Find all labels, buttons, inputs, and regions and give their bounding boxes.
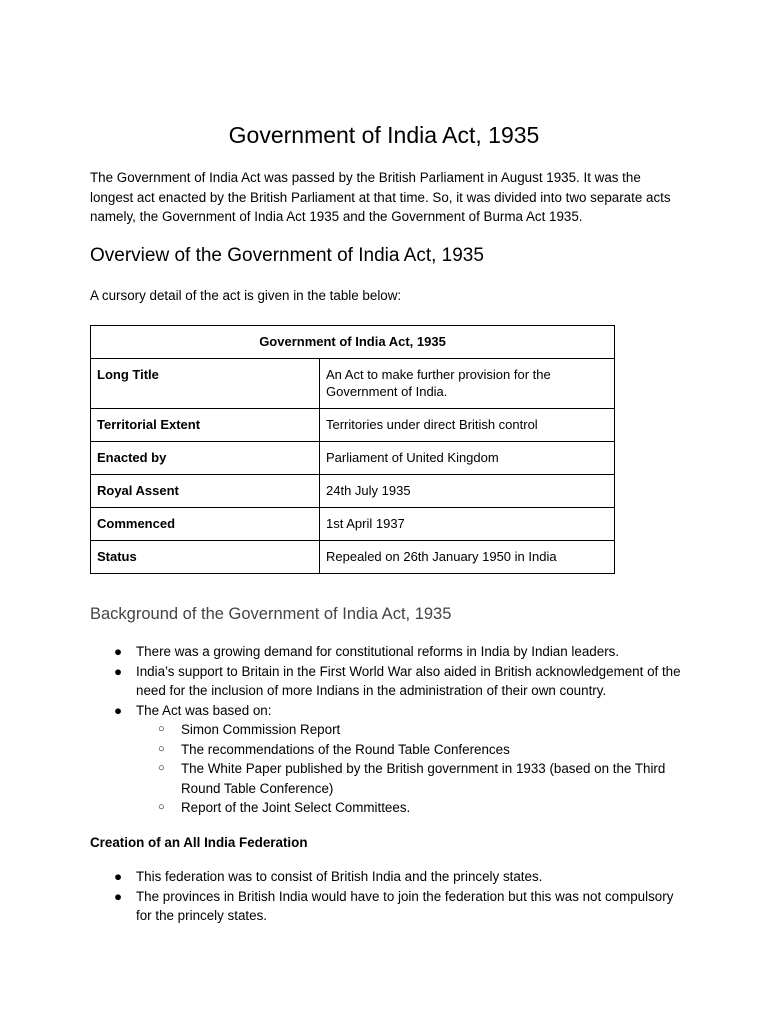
sub-list-item (136, 759, 690, 798)
sub-list-item (136, 720, 690, 740)
list-item (90, 867, 690, 887)
table-value: 1st April 1937 (320, 508, 615, 541)
table-row (91, 475, 615, 508)
background-heading: Background of the Government of India Act, 1935 (90, 605, 452, 623)
table-value: 24th July 1935 (320, 475, 615, 508)
list-item-text: There was a growing demand for constitutional reforms in India by Indian leaders. (136, 644, 620, 659)
act-details-table (90, 325, 615, 574)
table-key: Royal Assent (91, 475, 320, 508)
circle-bullet-icon: ○ (158, 723, 165, 735)
table-key: Enacted by (91, 442, 320, 475)
table-key: Status (91, 541, 320, 574)
list-item-text: The Act was based on: (136, 702, 272, 718)
list-item (90, 662, 690, 701)
sub-list-item-text: The recommendations of the Round Table Conferences (181, 741, 510, 757)
table-value: Parliament of United Kingdom (320, 442, 615, 475)
table-row (91, 409, 615, 442)
overview-heading: Overview of the Government of India Act, 1935 (90, 245, 484, 266)
bullet-icon: ● (114, 869, 123, 884)
table-key: Commenced (91, 508, 320, 541)
list-item (90, 642, 690, 662)
table-value: An Act to make further provision for the Government of India. (320, 359, 615, 409)
table-row (91, 442, 615, 475)
table-row (91, 508, 615, 541)
background-list (90, 642, 690, 818)
table-row (91, 541, 615, 574)
bullet-icon: ● (114, 888, 123, 904)
table-value: Territories under direct British control (320, 409, 615, 442)
sub-list-item-text: Report of the Joint Select Committees. (181, 800, 411, 815)
federation-heading: Creation of an All India Federation (90, 835, 308, 850)
sub-list-item-text: Simon Commission Report (181, 722, 341, 737)
bullet-icon: ● (114, 702, 123, 718)
page-title: Government of India Act, 1935 (228, 122, 540, 148)
bullet-icon: ● (114, 663, 123, 679)
table-header-row (91, 326, 615, 359)
sub-list-item (136, 798, 690, 818)
circle-bullet-icon: ○ (158, 801, 165, 813)
circle-bullet-icon: ○ (158, 742, 165, 755)
table-key: Long Title (91, 359, 320, 409)
list-item-text: The provinces in British India would have to join the federation but this was not compulsory for the princely states. (136, 888, 674, 923)
based-on-list (136, 720, 690, 818)
table-value: Repealed on 26th January 1950 in India (320, 541, 615, 574)
list-item-text: This federation was to consist of British India and the princely states. (136, 869, 543, 884)
sub-list-item (136, 740, 690, 760)
circle-bullet-icon: ○ (158, 762, 165, 774)
table-key: Territorial Extent (91, 409, 320, 442)
federation-list (90, 867, 690, 926)
table-row (91, 359, 615, 409)
cursory-text: A cursory detail of the act is given in the table below: (90, 288, 402, 303)
list-item-text: India’s support to Britain in the First World War also aided in British acknowledgement of the need for the inclusion of more Indians in the administration of their own country. (136, 663, 681, 698)
intro-paragraph: The Government of India Act was passed by the British Parliament in August 1935. It was the longest act enacted by the British Parliament at that time. So, it was divided into two separate acts namely, the Government of India Act 1935 and the Government of Burma Act 1935. (90, 170, 671, 224)
sub-list-item-text: The White Paper published by the British government in 1933 (based on the Third Round Table Conference) (181, 761, 666, 796)
table-header: Government of India Act, 1935 (91, 326, 615, 359)
bullet-icon: ● (114, 644, 123, 659)
list-item (90, 701, 690, 818)
list-item (90, 887, 690, 926)
